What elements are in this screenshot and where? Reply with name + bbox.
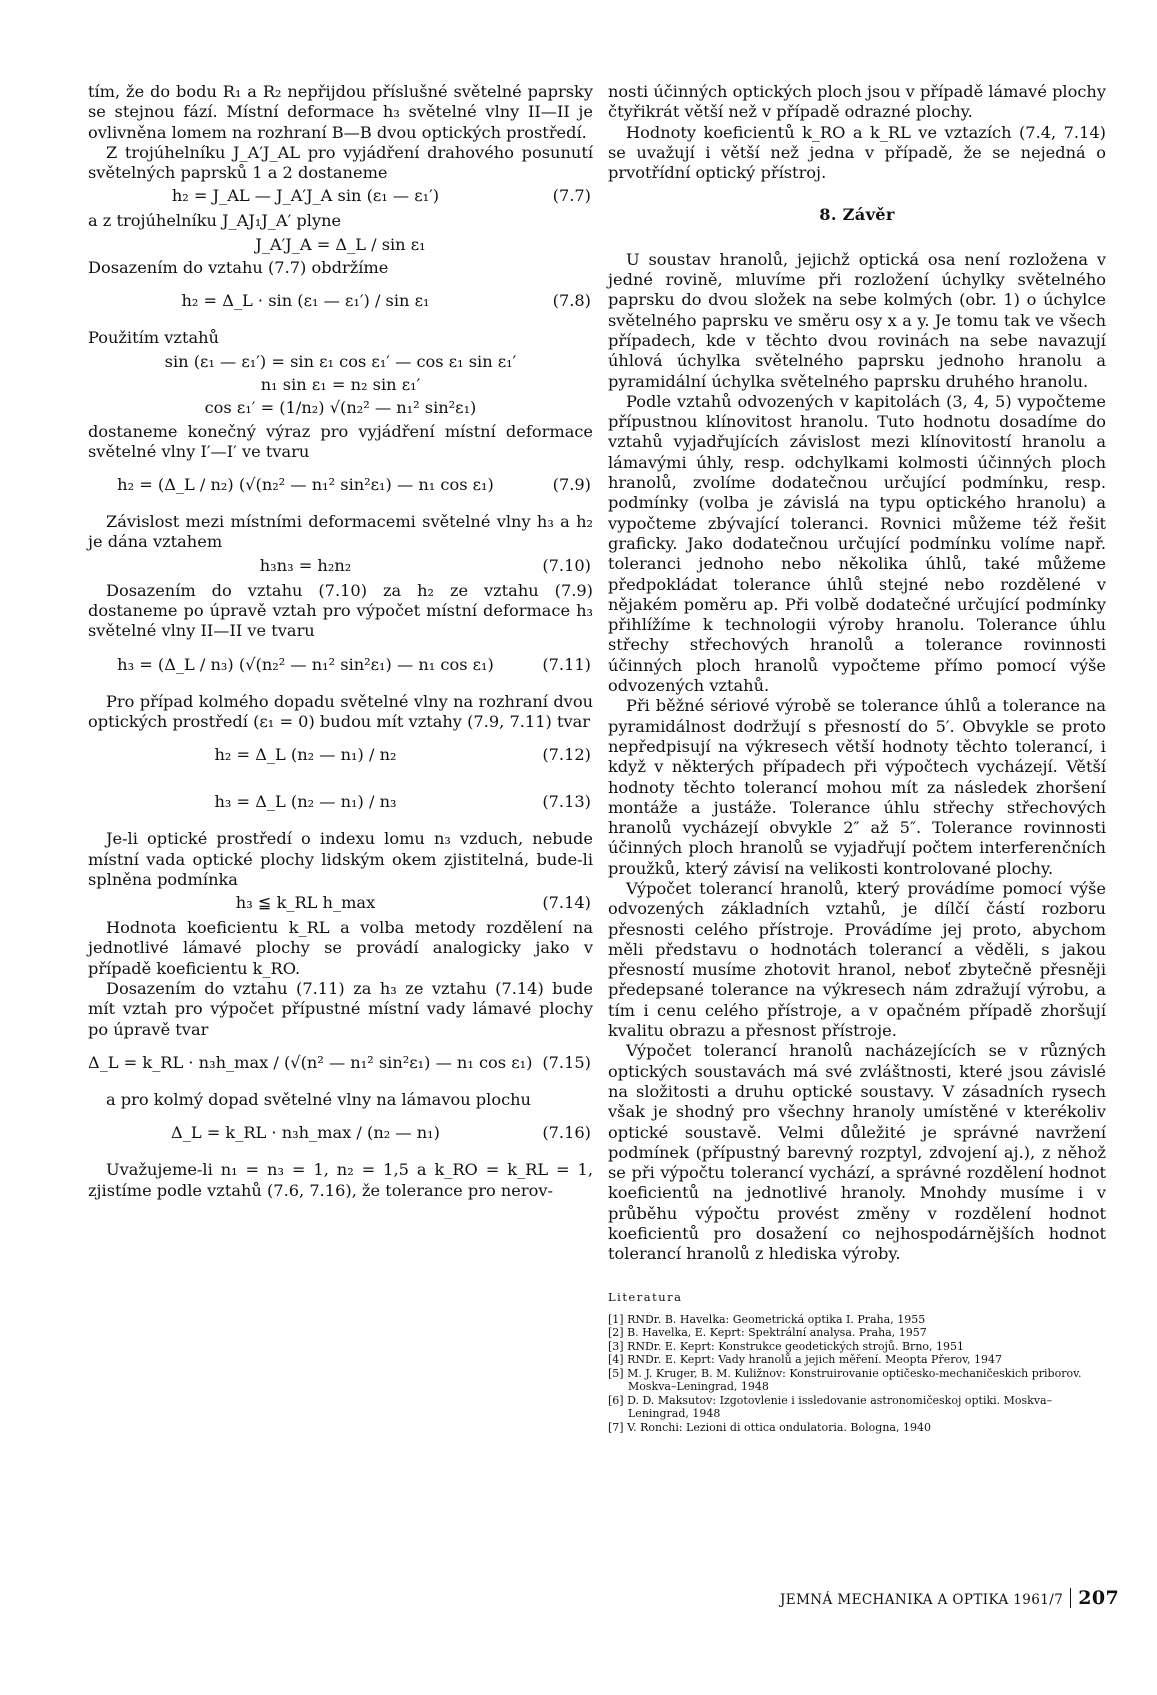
- page-number: 207: [1078, 1587, 1120, 1609]
- equation-unnumbered: cos ε₁′ = (1/n₂) √(n₂² — n₁² sin²ε₁): [204, 398, 477, 418]
- paragraph: Použitím vztahů: [88, 328, 219, 348]
- equation-7-15: [88, 1043, 593, 1087]
- equation-7-7: [88, 186, 593, 208]
- paragraph: Závislost mezi místními deformacemi světelné vlny h₃ a h₂ je dána vztahem: [88, 512, 593, 552]
- equation-number: (7.11): [542, 654, 591, 674]
- equation-number: (7.7): [552, 186, 591, 206]
- paragraph: a z trojúhelníku J_AJ₁J_A′ plyne: [88, 211, 342, 231]
- equation-body: h₂ = Δ_L · sin (ε₁ — ε₁′) / sin ε₁: [181, 291, 430, 311]
- section-heading: 8. Závěr: [819, 205, 895, 225]
- footer-divider: [1070, 1588, 1071, 1608]
- paragraph: Pro případ kolmého dopadu světelné vlny na rozhraní dvou optických prostředí (ε₁ = 0) budou mít vztahy (7.9, 7.11) tvar: [88, 691, 593, 731]
- reference-item: [1] RNDr. B. Havelka: Geometrická optika I. Praha, 1955: [608, 1312, 926, 1326]
- paragraph: Dosazením do vztahu (7.11) za h₃ ze vztahu (7.14) bude mít vztah pro výpočet přípustné místní vady lámavé plochy po úpravě tvar: [88, 979, 593, 1039]
- equation-body: h₃ = (Δ_L / n₃) (√(n₂² — n₁² sin²ε₁) — n₁ cos ε₁): [117, 654, 494, 674]
- paragraph: tím, že do bodu R₁ a R₂ nepřijdou příslušné světelné paprsky se stejnou fází. Místní deformace h₃ světelné vlny II—II je ovlivněna lomem na rozhraní B—B dvou optických prostředí.: [88, 82, 593, 142]
- equation-number: (7.9): [552, 475, 591, 495]
- paragraph: Výpočet tolerancí hranolů, který provádíme pomocí výše odvozených základních vztahů, je dílčí částí rozboru přesnosti celého přístroje. Provádíme jej proto, abychom měli představu o hodnotách tolerancí a věděli, s jakou přesností musíme zhotovit hranol, neboť zbytečně přesněji předepsané tolerance na výkresech nám zdražují výrobu, a tím i cenu celého přístroje, a v opačném případě zhoršují kvalitu obrazu a přesnost přístroje.: [608, 878, 1106, 1041]
- reference-item: [5] M. J. Kruger, B. M. Kuližnov: Konstruirovanie optičesko-mechaničeskich priborov. Moskva–Leningrad, 1948: [608, 1366, 1082, 1394]
- paragraph: U soustav hranolů, jejichž optická osa není rozložena v jedné rovině, mluvíme při rozložení úchylky světelného paprsku do dvou složek na sebe kolmých (obr. 1) o úchylce světelného paprsku ve směru osy x a y. Je tomu tak ve všech případech, kde v těchto dvou rovinách na sebe navazují úhlová úchylka světelného paprsku jednoho hranolu a pyramidální úchylka světelného paprsku druhého hranolu.: [608, 249, 1106, 391]
- reference-item: [3] RNDr. E. Keprt: Konstrukce geodetických strojů. Brno, 1951: [608, 1339, 965, 1353]
- equation-7-16: [88, 1113, 593, 1157]
- references-heading: Literatura: [608, 1289, 683, 1304]
- equation-number: (7.16): [542, 1123, 591, 1143]
- paragraph: Výpočet tolerancí hranolů nacházejících se v různých optických soustavách má své zvláštnosti, které jsou závislé na složitosti a druhu optické soustavy. V zásadních rysech však je shodný pro všechny hranoly umístěné v kterékoliv optické soustavě. Velmi důležité je správné navržení podmínek (přípustný barevný rozptyl, zdvojení aj.), z něhož se při výpočtu tolerancí vychází, a správné rozdělení hodnot koeficientů na jednotlivé hranoly. Mnohdy musíme i v průběhu výpočtu provést změny v rozdělení hodnot koeficientů pro dosažení co nejhospodárnějších hodnot tolerancí hranolů z hlediska výroby.: [608, 1041, 1106, 1264]
- paragraph: Dosazením do vztahu (7.10) za h₂ ze vztahu (7.9) dostaneme po úpravě vztah pro výpočet místní deformace h₃ světelné vlny II—II ve tvaru: [88, 580, 593, 641]
- equation-7-10: [88, 556, 593, 578]
- equation-body: h₃ ≦ k_RL h_max: [235, 893, 376, 913]
- equation-number: (7.12): [542, 745, 591, 765]
- equation-7-11: [88, 645, 593, 689]
- journal-name: JEMNÁ MECHANIKA A OPTIKA 1961/7: [780, 1592, 1064, 1608]
- left-column: [88, 82, 593, 1201]
- equation-unnumbered: J_A′J_A = Δ_L / sin ε₁: [255, 234, 426, 254]
- equation-7-8: [88, 281, 593, 325]
- right-column: [608, 82, 1106, 1434]
- reference-item: [4] RNDr. E. Keprt: Vady hranolů a jejich měření. Meopta Přerov, 1947: [608, 1353, 1002, 1367]
- paragraph: Uvažujeme-li n₁ = n₃ = 1, n₂ = 1,5 a k_RO = k_RL = 1, zjistíme podle vztahů (7.6, 7.16), že tolerance pro nerov-: [88, 1160, 593, 1200]
- equation-body: h₃n₃ = h₂n₂: [259, 555, 352, 575]
- reference-item: [2] B. Havelka, E. Keprt: Spektrální analysa. Praha, 1957: [608, 1326, 927, 1340]
- paragraph: a pro kolmý dopad světelné vlny na lámavou plochu: [106, 1089, 531, 1109]
- paragraph: Z trojúhelníku J_A′J_AL pro vyjádření drahového posunutí světelných paprsků 1 a 2 dostaneme: [88, 142, 593, 183]
- equation-body: h₂ = J_AL — J_A′J_A sin (ε₁ — ε₁′): [171, 186, 440, 206]
- equation-number: (7.15): [542, 1052, 591, 1072]
- paragraph: Při běžné sériové výrobě se tolerance úhlů a tolerance na pyramidálnost dodržují s přesností do 5′. Obvykle se proto nepředpisují na výkresech větší hodnoty těchto tolerancí, i když v některých případech při výpočtech vycházejí. Větší hodnoty těchto tolerancí mohou mít za následek zhoršení montáže a justáže. Tolerance úhlu střechy střechových hranolů vycházejí obvykle 2″ až 5″. Tolerance rovinnosti účinných ploch hranolů se vyjadřují počtem interferenčních proužků, který závisí na velikosti kontrolované plochy.: [608, 696, 1106, 878]
- equation-number: (7.14): [542, 893, 591, 913]
- equation-number: (7.8): [552, 291, 591, 311]
- equation-body: h₂ = Δ_L (n₂ — n₁) / n₂: [214, 745, 397, 765]
- equation-body: h₂ = (Δ_L / n₂) (√(n₂² — n₁² sin²ε₁) — n₁ cos ε₁): [117, 475, 494, 495]
- equation-number: (7.10): [542, 555, 591, 575]
- equation-7-12: [88, 735, 593, 779]
- paragraph: Dosazením do vztahu (7.7) obdržíme: [88, 258, 389, 278]
- paragraph: Hodnota koeficientu k_RL a volba metody rozdělení na jednotlivé lámavé plochy se provádí analogicky jako v případě koeficientu k_RO.: [88, 918, 593, 978]
- equation-7-9: [88, 465, 593, 509]
- paragraph: Hodnoty koeficientů k_RO a k_RL ve vztazích (7.4, 7.14) se uvažují i větší než jedna v případě, že se nejedná o prvotřídní optický přístroj.: [608, 122, 1106, 183]
- equation-number: (7.13): [542, 792, 591, 812]
- equation-body: h₃ = Δ_L (n₂ — n₁) / n₃: [214, 792, 397, 812]
- paragraph: nosti účinných optických ploch jsou v případě lámavé plochy čtyřikrát větší než v případě odrazné plochy.: [608, 82, 1106, 122]
- reference-item: [7] V. Ronchi: Lezioni di ottica ondulatoria. Bologna, 1940: [608, 1420, 931, 1434]
- paragraph: dostaneme konečný výraz pro vyjádření místní deformace světelné vlny I′—I′ ve tvaru: [88, 421, 593, 461]
- paragraph: Je-li optické prostředí o indexu lomu n₃ vzduch, nebude místní vada optické plochy lidským okem zjistitelná, bude-li splněna podmínka: [88, 829, 593, 889]
- equation-body: Δ_L = k_RL · n₃h_max / (√(n² — n₁² sin²ε₁) — n₁ cos ε₁): [88, 1052, 533, 1072]
- page-footer: [780, 1587, 1119, 1609]
- reference-item: [6] D. D. Maksutov: Izgotovlenie i issledovanie astronomičeskoj optiki. Moskva–Leningrad, 1948: [608, 1393, 1053, 1421]
- equation-7-14: [88, 893, 593, 915]
- equation-7-13: [88, 782, 593, 826]
- equation-body: Δ_L = k_RL · n₃h_max / (n₂ — n₁): [171, 1123, 440, 1143]
- equation-unnumbered: n₁ sin ε₁ = n₂ sin ε₁′: [260, 374, 421, 394]
- paragraph: Podle vztahů odvozených v kapitolách (3, 4, 5) vypočteme přípustnou klínovitost hranolu. Tuto hodnotu dosadíme do vztahů vyjadřujících závislost mezi klínovitostí hranolu a lámavými úhly, resp. odchylkami kolmosti účinných ploch hranolů, zvolíme dodatečnou určující podmínku, resp. podmínky (volba je závislá na typu optického hranolu) a vypočteme zbývající toleranci. Rovnici můžeme též řešit graficky. Jako dodatečnou určující podmínku volíme např. toleranci jednoho nebo několika úhlů, také můžeme předpokládat tolerance úhlů stejné nebo rozdělené v nějakém poměru ap. Při volbě dodatečné určující podmínky přihlížíme k technologii výroby hranolu. Tolerance úhlu střechy střechových hranolů a tolerance rovinnosti účinných ploch hranolů vypočteme přímo pomocí výše odvozených vztahů.: [608, 391, 1106, 696]
- equation-unnumbered: sin (ε₁ — ε₁′) = sin ε₁ cos ε₁′ — cos ε₁ sin ε₁′: [164, 351, 517, 371]
